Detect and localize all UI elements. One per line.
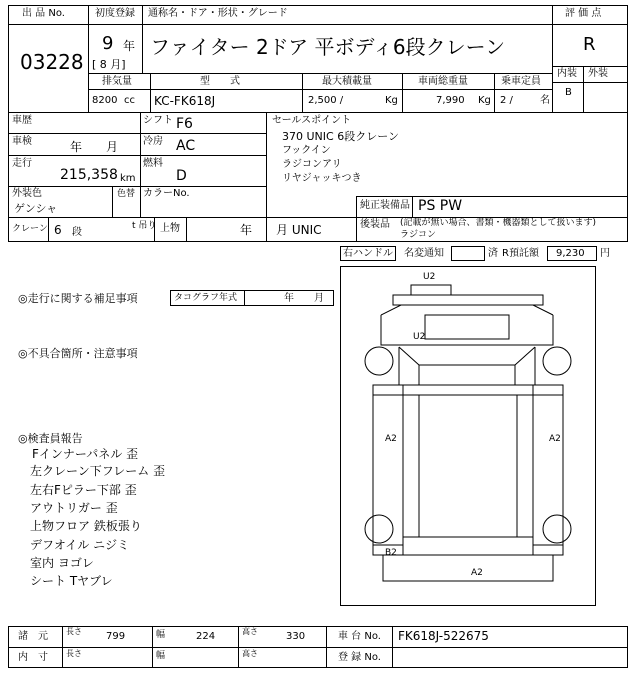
sales-point-1: 370 UNIC 6段クレーン xyxy=(282,130,399,143)
dims-label: 諸 元 xyxy=(18,631,48,642)
max-load-value: 2,500 / xyxy=(308,95,344,106)
color-no-label: 色替 xyxy=(117,189,136,199)
mileage-unit: km xyxy=(120,173,136,184)
shift-value: F6 xyxy=(176,116,193,132)
crane-value: 6 xyxy=(54,223,62,237)
max-load-unit: Kg xyxy=(385,95,398,106)
genuine-label: 純正装備品 xyxy=(360,200,410,211)
mileage-label: 走行 xyxy=(12,158,32,169)
lot-label: 出 品 No. xyxy=(22,8,65,19)
width-label: 幅 xyxy=(156,630,166,640)
sales-point-4: リヤジャッキつき xyxy=(282,173,362,184)
length-value: 799 xyxy=(106,631,126,642)
fuel-value: D xyxy=(176,168,187,184)
rename-box xyxy=(451,246,485,261)
inspector-item-2: 左クレーン下フレーム 歪 xyxy=(30,464,166,478)
ext-color-label: 外装色 xyxy=(12,188,42,199)
recycle-value: 9,230 xyxy=(556,248,585,259)
damage-mark-a2-right: A2 xyxy=(549,434,561,444)
gross-weight-unit: Kg xyxy=(478,95,491,106)
exterior-grade-label: 外装 xyxy=(588,68,608,79)
upper-value: 年 月 UNIC xyxy=(240,223,322,237)
capacity-unit: 名 xyxy=(540,95,550,106)
aftermarket-value: ラジコン xyxy=(400,230,437,240)
model-label: 型 式 xyxy=(200,76,240,87)
interior-length-label: 長さ xyxy=(66,649,82,658)
aftermarket-note: (記載が無い場合、書類・機器類として扱います) xyxy=(400,218,597,228)
interior-width-label: 幅 xyxy=(156,651,166,661)
tachograph-label: タコグラフ年式 xyxy=(174,293,238,303)
inspection-label: 車検 xyxy=(12,136,32,147)
interior-grade-label: 内装 xyxy=(557,68,577,79)
chassis-label: 車 台 No. xyxy=(338,631,381,642)
damage-mark-b2: B2 xyxy=(385,548,397,558)
rename-label: 名変通知 xyxy=(404,248,444,259)
sales-points-label: セールスポイント xyxy=(272,115,352,126)
shift-label: シフト xyxy=(143,115,173,126)
width-value: 224 xyxy=(196,631,216,642)
driving-notes-label: ◎走行に関する補足事項 xyxy=(18,292,138,305)
crane-unit: 段 xyxy=(72,227,82,238)
damage-mark-u2-glass: U2 xyxy=(413,332,426,342)
upper-label: 上物 xyxy=(160,223,180,234)
chassis-value: FK618J-522675 xyxy=(398,629,489,643)
defects-label: ◎不具合箇所・注意事項 xyxy=(18,347,138,360)
grade-label: 評 価 点 xyxy=(565,8,602,19)
lot-number: 03228 xyxy=(20,50,84,74)
crane-label: クレーン xyxy=(12,224,48,234)
cab-roof-marker xyxy=(411,285,451,295)
gross-weight-value: 7,990 xyxy=(436,95,465,106)
year-unit: 年 xyxy=(123,39,136,53)
interior-dims-label: 内 寸 xyxy=(18,652,48,663)
inspector-item-5: 上物フロア 鉄板張り xyxy=(30,519,142,533)
damage-mark-u2-top: U2 xyxy=(423,272,436,282)
first-reg-year: 9 xyxy=(102,33,114,54)
inspection-value: 年 月 xyxy=(70,140,119,154)
model-value: KC-FK618J xyxy=(154,94,216,108)
inspector-item-6: デフオイル ニジミ xyxy=(30,538,130,552)
color-code-label: カラーNo. xyxy=(143,188,190,199)
truck-diagram xyxy=(340,266,596,606)
aftermarket-label: 後装品 xyxy=(360,219,390,230)
fuel-label: 燃料 xyxy=(143,158,163,169)
interior-height-label: 高さ xyxy=(242,649,258,658)
history-label: 車歴 xyxy=(12,115,32,126)
recycle-label: R預託額 xyxy=(502,248,539,259)
inspector-item-7: 室内 ヨゴレ xyxy=(30,556,94,570)
height-label: 高さ xyxy=(242,627,258,636)
inspector-item-3: 左右Fピラー下部 歪 xyxy=(30,483,137,497)
registration-label: 登 録 No. xyxy=(338,652,381,663)
inspector-item-8: シート Tヤブレ xyxy=(30,574,113,588)
inspector-item-4: アウトリガー 歪 xyxy=(30,501,118,515)
damage-mark-a2-left: A2 xyxy=(385,434,397,444)
ext-color-value: ゲンシャ xyxy=(14,202,58,215)
capacity-value: 2 / xyxy=(500,95,513,106)
gross-weight-label: 車両総重量 xyxy=(418,76,468,87)
recycle-prefix: 済 xyxy=(488,248,498,259)
rhd-label: 右ハンドル xyxy=(343,248,393,259)
vehicle-name-label: 通称名・ドア・形状・グレード xyxy=(148,8,288,19)
displacement-value: 8200 xyxy=(92,95,118,106)
genuine-value: PS PW xyxy=(418,198,463,214)
vehicle-name: ファイター 2ドア 平ボディ6段クレーン xyxy=(150,35,506,59)
capacity-label: 乗車定員 xyxy=(501,76,541,87)
first-reg-label: 初度登録 xyxy=(95,8,135,19)
first-reg-month: [ 8 月] xyxy=(92,58,126,71)
sales-point-2: フックイン xyxy=(282,145,331,156)
height-value: 330 xyxy=(286,631,306,642)
tachograph-value: 年 月 xyxy=(284,293,324,304)
mileage-value: 215,358 xyxy=(60,167,118,183)
crane-ton-unit: t 吊り xyxy=(132,221,157,231)
sales-point-3: ラジコンアリ xyxy=(282,159,342,170)
displacement-unit: cc xyxy=(124,95,135,106)
ac-label: 冷房 xyxy=(143,136,163,147)
inspector-item-1: Fインナーパネル 歪 xyxy=(32,447,139,461)
displacement-label: 排気量 xyxy=(102,76,132,87)
grade-value: R xyxy=(583,34,596,55)
inspector-label: ◎検査員報告 xyxy=(18,432,83,445)
interior-grade-value: B xyxy=(565,87,572,98)
length-label: 長さ xyxy=(66,627,82,636)
max-load-label: 最大積載量 xyxy=(322,76,372,87)
ac-value: AC xyxy=(176,138,196,154)
recycle-unit: 円 xyxy=(600,248,610,259)
damage-mark-a2-rear: A2 xyxy=(471,568,483,578)
